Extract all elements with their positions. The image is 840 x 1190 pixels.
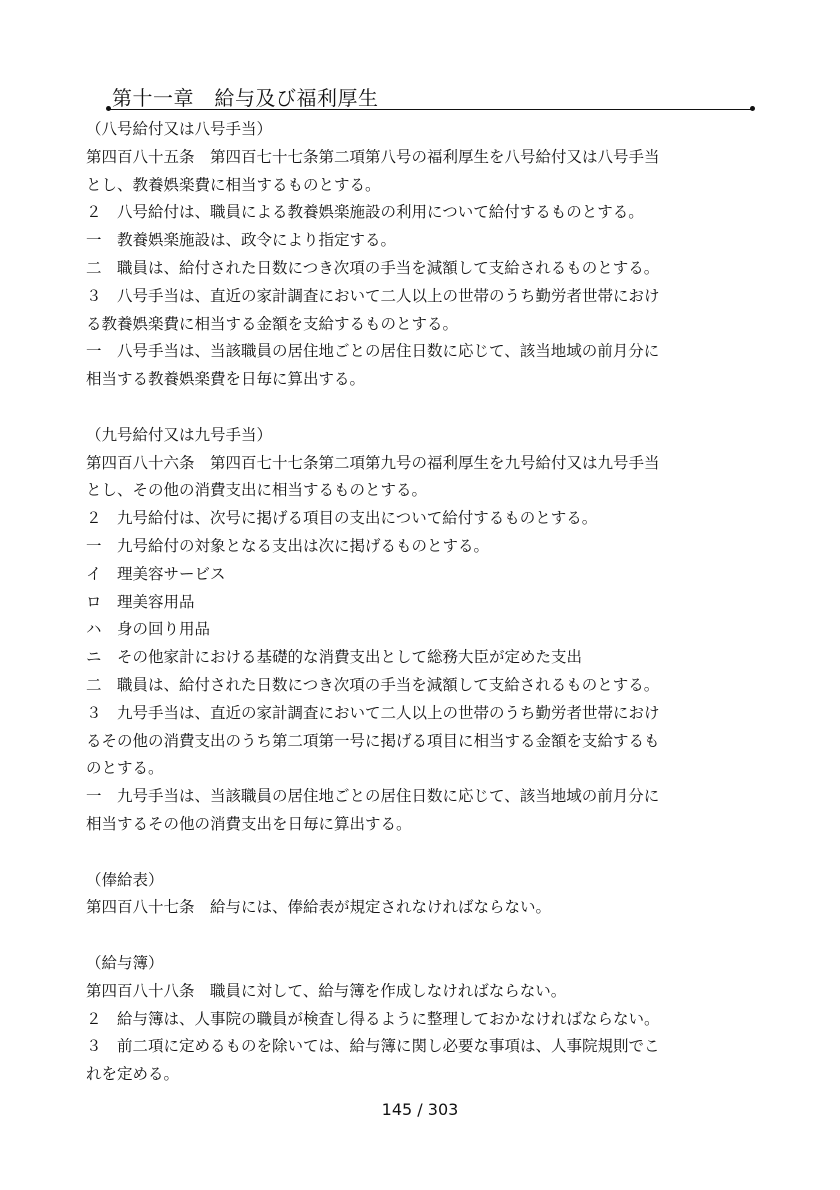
text-line: ハ 身の回り用品 — [86, 620, 211, 639]
chapter-title: 第十一章 給与及び福利厚生 — [112, 86, 379, 110]
text-line: 一 九号給付の対象となる支出は次に掲げるものとする。 — [86, 536, 490, 555]
text-line: 第四百八十五条 第四百七十七条第二項第八号の福利厚生を八号給付又は八号手当 — [86, 147, 660, 166]
text-line: イ 理美容サービス — [86, 564, 226, 583]
blank-line — [86, 394, 766, 422]
text-line: （九号給付又は九号手当） — [86, 425, 273, 444]
blank-line — [86, 922, 766, 950]
text-line: ２ 九号給付は、次号に掲げる項目の支出について給付するものとする。 — [86, 509, 598, 528]
document-body — [86, 116, 766, 1089]
text-line: 第四百八十七条 給与には、俸給表が規定されなければならない。 — [86, 898, 552, 917]
page-number: 145 / 303 — [381, 1100, 459, 1119]
text-line: れを定める。 — [86, 1065, 180, 1084]
text-line: 一 九号手当は、当該職員の居住地ごとの居住日数に応じて、該当地域の前月分に — [86, 787, 660, 806]
text-line: ニ その他家計における基礎的な消費支出として総務大臣が定めた支出 — [86, 648, 583, 667]
text-line: ロ 理美容用品 — [86, 592, 195, 611]
text-line: るその他の消費支出のうち第二項第一号に掲げる項目に相当する金額を支給するも — [86, 731, 660, 750]
text-line: 二 職員は、給付された日数につき次項の手当を減額して支給されるものとする。 — [86, 675, 660, 694]
underline-right-dot — [750, 106, 755, 111]
text-line: とし、その他の消費支出に相当するものとする。 — [86, 481, 428, 500]
text-line: 一 八号手当は、当該職員の居住地ごとの居住日数に応じて、該当地域の前月分に — [86, 342, 660, 361]
chapter-underline — [108, 109, 752, 110]
text-line: 二 職員は、給付された日数につき次項の手当を減額して支給されるものとする。 — [86, 258, 660, 277]
text-line: （給与簿） — [86, 953, 164, 972]
underline-left-dot — [106, 106, 111, 111]
text-line: （俸給表） — [86, 870, 164, 889]
text-line: ２ 八号給付は、職員による教養娯楽施設の利用について給付するものとする。 — [86, 203, 644, 222]
text-line: 相当する教養娯楽費を日毎に算出する。 — [86, 370, 366, 389]
text-line: ３ 九号手当は、直近の家計調査において二人以上の世帯のうち勤労者世帯におけ — [86, 703, 660, 722]
blank-line — [86, 839, 766, 867]
text-line: ３ 八号手当は、直近の家計調査において二人以上の世帯のうち勤労者世帯におけ — [86, 286, 660, 305]
text-line: ２ 給与簿は、人事院の職員が検査し得るように整理しておかなければならない。 — [86, 1009, 660, 1028]
text-line: （八号給付又は八号手当） — [86, 120, 273, 138]
text-line: とし、教養娯楽費に相当するものとする。 — [86, 175, 381, 194]
chapter-header — [108, 84, 756, 112]
text-line: のとする。 — [86, 759, 164, 778]
text-line: る教養娯楽費に相当する金額を支給するものとする。 — [86, 314, 459, 333]
text-line: 一 教養娯楽施設は、政令により指定する。 — [86, 231, 397, 250]
text-line: 相当するその他の消費支出を日毎に算出する。 — [86, 814, 412, 833]
text-line: 第四百八十六条 第四百七十七条第二項第九号の福利厚生を九号給付又は九号手当 — [86, 453, 660, 472]
text-line: 第四百八十八条 職員に対して、給与簿を作成しなければならない。 — [86, 981, 567, 1000]
text-line: ３ 前二項に定めるものを除いては、給与簿に関し必要な事項は、人事院規則でこ — [86, 1037, 660, 1056]
